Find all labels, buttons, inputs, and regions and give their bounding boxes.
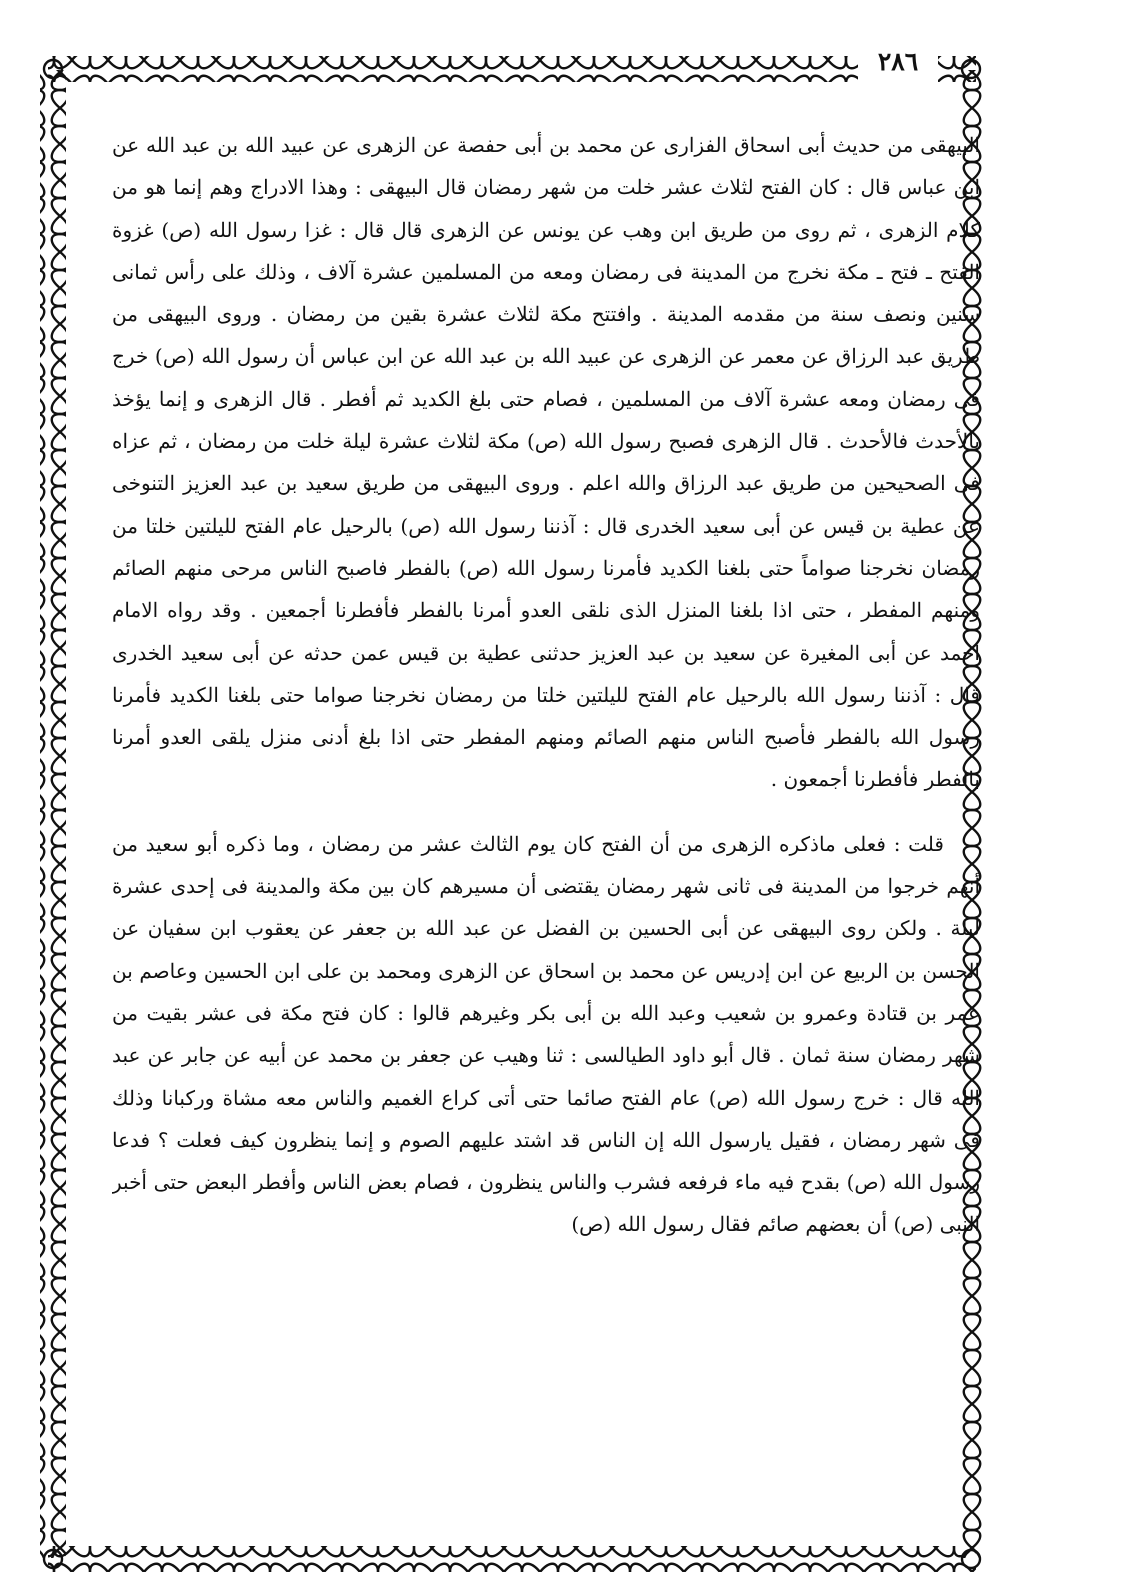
paragraph-2: قلت : فعلى ماذكره الزهرى من أن الفتح كان يوم الثالث عشر من رمضان ، وما ذكره أبو سعيد من أنهم خرجوا من المدينة فى ثانى شهر رمضان يقتضى أن مسيرهم كان بين مكة والمدينة فى إحدى عشرة ليلة . ولكن روى البيهقى عن أبى الحسين بن الفضل عن عبد الله بن جعفر عن يعقوب ابن سفيان عن الحسن بن الربيع عن ابن إدريس عن محمد بن اسحاق عن الزهرى ومحمد بن على ابن الحسين وعاصم بن عمر بن قتادة وعمرو بن شعيب وعبد الله بن أبى بكر وغيرهم قالوا : كان فتح مكة فى عشر بقيت من شهر رمضان سنة ثمان . قال أبو داود الطيالسى : ثنا وهيب عن جعفر بن محمد عن أبيه عن جابر عن عبد الله قال : خرج رسول الله (ص) عام الفتح صائما حتى أتى كراع الغميم والناس معه مشاة وركبانا وذلك فى شهر رمضان ، فقيل يارسول الله إن الناس قد اشتد عليهم الصوم و إنما ينظرون كيف فعلت ؟ فدعا رسول الله (ص) بقدح فيه ماء فرفعه فشرب والناس ينظرون ، فصام بعض الناس وأفطر البعض حتى أخبر النبى (ص) أن بعضهم صائم فقال رسول الله (ص) bbox=[112, 831, 980, 1237]
main-text bbox=[112, 124, 980, 1504]
page-number: ٢٨٦ bbox=[858, 42, 938, 82]
border-bottom bbox=[48, 1546, 976, 1572]
paragraph-1: البيهقى من حديث أبى اسحاق الفزارى عن محمد بن أبى حفصة عن الزهرى عن عبيد الله بن عبد الله عن ابن عباس قال : كان الفتح لثلاث عشر خلت من شهر رمضان قال البيهقى : وهذا الادراج وهم إنما هو من كلام الزهرى ، ثم روى من طريق ابن وهب عن يونس عن الزهرى قال قال : غزا رسول الله (ص) غزوة الفتح ـ فتح ـ مكة نخرج من المدينة فى رمضان ومعه من المسلمين عشرة آلاف ، وذلك على رأس ثمانى سنين ونصف سنة من مقدمه المدينة . وافتتح مكة لثلاث عشرة بقين من رمضان . وروى البيهقى من طريق عبد الرزاق عن معمر عن الزهرى عن عبيد الله بن عبد الله عن ابن عباس أن رسول الله (ص) خرج فى رمضان ومعه عشرة آلاف من المسلمين ، فصام حتى بلغ الكديد ثم أفطر . قال الزهرى و إنما يؤخذ بالأحدث فالأحدث . قال الزهرى فصبح رسول الله (ص) مكة لثلاث عشرة ليلة خلت من رمضان ، ثم عزاه فى الصحيحين من طريق عبد الرزاق والله اعلم . وروى البيهقى من طريق سعيد بن عبد العزيز التنوخى عن عطية بن قيس عن أبى سعيد الخدرى قال : آذننا رسول الله (ص) بالرحيل عام الفتح لليلتين خلتا من رمضان نخرجنا صواماً حتى بلغنا الكديد فأمرنا رسول الله (ص) بالفطر فاصبح الناس مرحى منهم الصائم ومنهم المفطر ، حتى اذا بلغنا المنزل الذى نلقى العدو أمرنا بالفطر فأفطرنا أجمعين . وقد رواه الامام احمد عن أبى المغيرة عن سعيد بن عبد العزيز حدثنى عطية بن قيس عمن حدثه عن أبى سعيد الخدرى قال : آذننا رسول الله بالرحيل عام الفتح لليلتين خلتا من رمضان نخرجنا صواما حتى بلغنا الكديد فأمرنا رسول الله بالفطر فأصبح الناس منهم الصائم ومنهم المفطر حتى اذا بلغ أدنى منزل يلقى العدو أمرنا بالفطر فأفطرنا أجمعون . bbox=[112, 133, 980, 792]
border-top bbox=[48, 56, 976, 82]
border-left bbox=[40, 70, 66, 1558]
